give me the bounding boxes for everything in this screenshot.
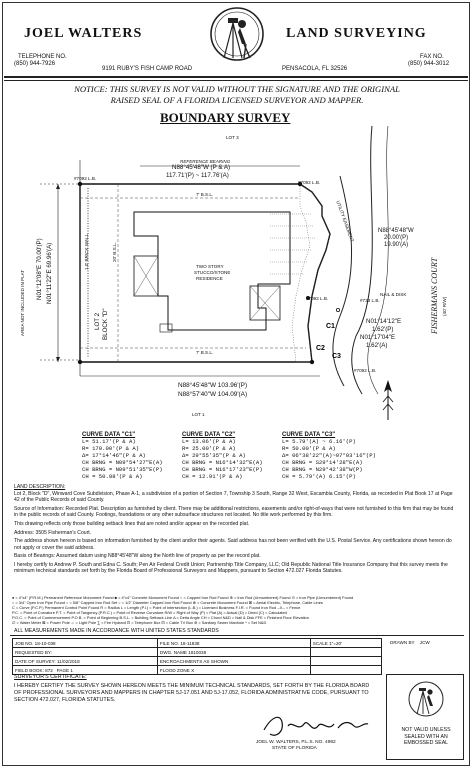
legend-rule (10, 635, 464, 636)
utility-easement: UTILITY EASEMENT (335, 200, 355, 243)
curve-c3-title: CURVE DATA "C3" (282, 432, 336, 438)
svg-text:C3: C3 (332, 353, 341, 360)
curve-c2-line: CH = 12.91'(P & A) (182, 473, 243, 480)
drawn-label: DRAWN BY (390, 640, 415, 645)
certification-parties: I hereby certify to Andrew P. South and Edna C. South; Pen Air Federal Credit Union; Partnership Title Company, LLC; Old Republic National Title Insurance Company that this survey meets the minimum technical standards set forth by the Florida Board of Professional Surveyors and Mappers, pursuant to Section 472.027 Florida Statutes. (14, 562, 448, 575)
curve-c3-line: Δ= 06°38'22"(A)~07°03'16"(P) (282, 452, 376, 459)
fax-label: FAX NO. (420, 54, 444, 60)
curve-c1-title: CURVE DATA "C1" (82, 432, 136, 438)
dwg-value: 1810038 (188, 649, 207, 655)
curve-c1-line: CH BRNG = N09°54'27"E(A) (82, 459, 163, 466)
lb-mid: #7092 L.B. (306, 296, 329, 301)
measurement-note: ALL MEASUREMENTS MADE IN ACCORDANCE WITH UNITED STATES STANDARDS (14, 628, 219, 634)
dwg-label: DWG. NAME (159, 649, 187, 655)
curve-c1-line: CH BRNG = N09°51'35"E(P) (82, 466, 163, 473)
seal-box (386, 674, 464, 760)
city-address: PENSACOLA, FL 32526 (282, 66, 348, 72)
land-description (14, 484, 458, 577)
street-name: FISHERMANS COURT (430, 257, 439, 334)
residence-label-1: TWO STORY (196, 264, 224, 269)
east-bearing-3: 19.90'(A) (384, 242, 409, 248)
svg-text:C1: C1 (326, 323, 335, 330)
curve-c3-line: CH = 5.79'(A) 6.15'(P) (282, 473, 356, 480)
encroach-value: AS SHOWN (203, 658, 229, 664)
curve-c1 (82, 432, 163, 480)
survey-title: BOUNDARY SURVEY (160, 110, 291, 125)
certificate-text: I HEREBY CERTIFY THE SURVEY SHOWN HEREON MEETS THE MINIMUM TECHNICAL STANDARDS, SET FORTH BY THE FLORIDA BOARD OF PROFESSIONAL SURVEYORS AND MAPPERS IN CHAPTER 5J-17.051 AND 5J-17.052, FLORIDA ADMINISTRATIVE CODE, PURSUANT TO SECTION 472.027, FLORIDA STATUTES. (14, 683, 370, 703)
curve-c3-line: CH BRNG = S29°14'28"E(A) (282, 459, 363, 466)
curve-c2-line: R= 25.00'(P & A) (182, 445, 236, 452)
curve-c3-line: L= 5.79'(A) ~ 6.16'(P) (282, 438, 356, 445)
surveyor-signature (258, 712, 370, 740)
flood-label: FLOOD ZONE (159, 667, 190, 673)
legend-line: P.O.C. = Point of Commencement P.O.B. = Point of Beginning B.S.L. = Building Setback Line Δ = Delta Angle CH = Chord N&D = Nail & Disk FFE = Finished Floor Elevation (12, 615, 309, 620)
area-not-included: AREA NOT INCLUDED IN PLAT (20, 269, 25, 336)
residence-label-2: STUCCO/STONE (194, 270, 231, 275)
east-bearing-2: 20.00'(P) (384, 235, 409, 241)
telephone-label: TELEPHONE NO. (18, 54, 67, 60)
lot-1-label: LOT 1 (192, 412, 205, 417)
nail-disk-lb: #733 L.B. (360, 298, 380, 303)
north-bearing: N88°45'48"W (P & A) (172, 164, 231, 171)
date-label: DATE OF SURVEY: (15, 658, 56, 664)
curve-c2-line: L= 13.06'(P & A) (182, 438, 236, 445)
address-note: The address shown hereon is based on information furnished by the client and/or their agents. Said address has not been verified with the U.S. Postal Service. Any certifications shown hereon do not apply or cover the said address. (14, 538, 452, 551)
company-logo (204, 4, 270, 66)
legend-line: ● = 4"x4" (P.R.M.) Permanent Reference Monument Found ■ = 4"x4" Concrete Monument Found ○ = Capped Iron Rod Found ⊕ = Iron Rod (Unnumbered) Found ⊙ = Iron Pipe (Unnumbered) Found (12, 595, 354, 600)
source-of-information: Source of Information: Recorded Plat. Description as furnished by client. There may be additional restrictions, easements and/or right-of-ways that were not furnished to this firm that may be found in the public records of said County. Footings, foundations or any other subsurface structures not located. No title work performed by this firm. (14, 506, 454, 519)
land-description-lot: Lot 2, Block "D", Winward Cove Subdivision, Phase A-1, a subdivision of a portion of Section 7, Township 3 South, Range 32 West, Escambia County, Florida, as recorded in Plat Book 17 at Page 42 of the Public Records of said County. (14, 491, 453, 504)
curve-c1-line: CH = 50.98'(P & A) (82, 473, 143, 480)
seal-logo (405, 679, 447, 719)
curve-c1-line: R= 170.00'(P & A) (82, 445, 140, 452)
curve-c2-line: CH BRNG = N16°14'32"E(A) (182, 459, 263, 466)
legend-line: P.C. = Point of Curvature P.T. = Point of Tangency (P.R.C.) = Point of Reverse Curvature R/W = Right of Way (P) = Plat (A) = Actual (D) = Deed (C) = Calculated (12, 610, 287, 615)
brick-wall-label: 1.0' BRICK WALL (84, 233, 89, 270)
curve-c2-title: CURVE DATA "C2" (182, 432, 236, 438)
fax-value: (850) 944-3012 (408, 61, 450, 67)
south-bearing-1: N88°45'48"W 103.96'(P) (178, 382, 248, 389)
job-label: JOB NO. (15, 640, 34, 646)
block-label: BLOCK "D" (102, 308, 109, 340)
legend-line: ○ = 3/4" Open Iron Pipe Found ○ = 5/8" Capped Iron Rod Set ○ = 1/2" Diameter Capped Iron Rod Found ⊗ = Concrete Monument Found ⊠ = Aerial Electric, Telephone, Cable Lines (12, 600, 323, 605)
file-value: 18-11838 (180, 640, 200, 646)
west-bearing-1: N01°12'08"E 70.00'(P) (36, 238, 43, 300)
seal-note: NOT VALID UNLESS SEALED WITH AN EMBOSSED SEAL (401, 727, 451, 747)
legend-line: ∅ = Water Meter ⊠ = Power Pole ☼ = Light Pole ∑ = Fire Hydrant ⊡ = Telephone Box ⊟ = Cable TV Box ⊚ = Sanitary Sewer Manhole * = Set N&D (12, 620, 267, 625)
north-distance: 117.71'(P) ~ 117.76'(A) (166, 172, 229, 179)
title-block (12, 638, 382, 675)
certificate-heading: SURVEYOR'S CERTIFICATE: (14, 674, 87, 680)
lot-2-label: LOT 2 (94, 312, 101, 330)
page-label: PAGE (56, 667, 70, 673)
curve-c3-line: R= 50.00'(P & A) (282, 445, 336, 452)
scale-label: SCALE (312, 640, 328, 646)
se-bearing-4: 1.62'(A) (366, 342, 388, 349)
curve-c3 (282, 432, 376, 480)
curve-c1-line: Δ= 17°14'46"(P & A) (82, 452, 146, 459)
svg-text:C2: C2 (316, 345, 325, 352)
drawn-by (390, 640, 430, 645)
setback-south: 7' B.S.L. (196, 350, 214, 355)
reference-bearing-label: REFERENCE BEARING (180, 159, 231, 164)
file-label: FILE NO. (159, 640, 180, 646)
encroach-label: ENCROACHMENTS (159, 658, 203, 664)
legend-line: C = Curve (P.C.P.) Permanent Control Point Found R = Radius L = Length (P.I.) = Point of Intersection (L.B.) = Licensed Business F.I.R. = Found Iron Rod --X-- = Fence (12, 605, 301, 610)
telephone-value: (850) 944-7926 (14, 61, 56, 67)
basis-of-bearings: Basis of Bearings: Assumed datum using N88°45'48"W along the North line of property as per the record plat. (14, 553, 261, 560)
se-bearing-1: N01°14'12"E (366, 318, 402, 325)
street-address: 9191 RUBY'S FISH CAMP ROAD (102, 66, 193, 72)
curve-c3-line: CH BRNG = N29°42'38"W(P) (282, 466, 363, 473)
notice-line-1: NOTICE: THIS SURVEY IS NOT VALID WITHOUT THE SIGNATURE AND THE ORIGINAL (74, 84, 400, 94)
drawn-value: JCW (419, 640, 430, 645)
curve-c2-line: Δ= 29°55'35"(P & A) (182, 452, 246, 459)
notice-line-2: RAISED SEAL OF A FLORIDA LICENSED SURVEYOR AND MAPPER. (110, 95, 364, 105)
signer-name: JOEL W. WALTERS, P.L.S. NO. 4982 (256, 740, 336, 745)
curve-c2-line: CH BRNG = N16°17'23"E(P) (182, 466, 263, 473)
south-bearing-2: N88°57'40"W 104.09'(A) (178, 391, 248, 398)
address-line: Address: 3505 Fisherman's Court. (14, 529, 92, 536)
page-value: 1 (70, 667, 73, 673)
lb-ne: #7092 L.B. (298, 180, 321, 185)
flood-value: X (191, 667, 195, 673)
lb-se: #7092 L.B. (354, 368, 377, 373)
scale-value: 1"=20' (329, 640, 342, 646)
plat-drawing (0, 126, 474, 426)
header-rule-thin (4, 80, 468, 81)
setback-west: 20' B.S.L. (112, 242, 117, 262)
requested-label: REQUESTED BY: (15, 649, 53, 655)
curve-c2 (182, 432, 263, 480)
legend (12, 595, 462, 625)
curve-c1-line: L= 51.17'(P & A) (82, 438, 136, 445)
lb-nw: #7092 L.B. (74, 176, 97, 181)
signer-state: STATE OF FLORIDA (272, 746, 317, 751)
nail-disk-label: NAIL & DISK (380, 292, 407, 297)
field-value: 872 (45, 667, 53, 673)
residence-label-3: RESIDENCE (196, 276, 223, 281)
west-bearing-2: N01°11'22"E 69.96'(A) (46, 242, 53, 304)
land-description-heading: LAND DESCRIPTION: (14, 484, 66, 490)
se-bearing-3: N01°17'04"E (360, 334, 396, 341)
job-value: 18-10-038 (34, 640, 56, 646)
company-name-right: LAND SURVEYING (286, 26, 427, 41)
east-bearing-1: N88°45'48"W (378, 228, 414, 234)
setback-note: This drawing reflects only those building setback lines that are noted and/or appear on the recorded plat. (14, 521, 250, 528)
se-bearing-2: 1.62'(P) (372, 326, 394, 333)
field-label: FIELD BOOK: (15, 667, 44, 673)
company-name-left: JOEL WALTERS (24, 26, 143, 41)
street-row: (40' R/W) (442, 296, 447, 316)
setback-north: 7' B.S.L. (196, 192, 214, 197)
header-rule (4, 76, 468, 78)
lot-3-label: LOT 3 (226, 135, 239, 140)
date-value: 11/02/2018 (56, 658, 80, 664)
